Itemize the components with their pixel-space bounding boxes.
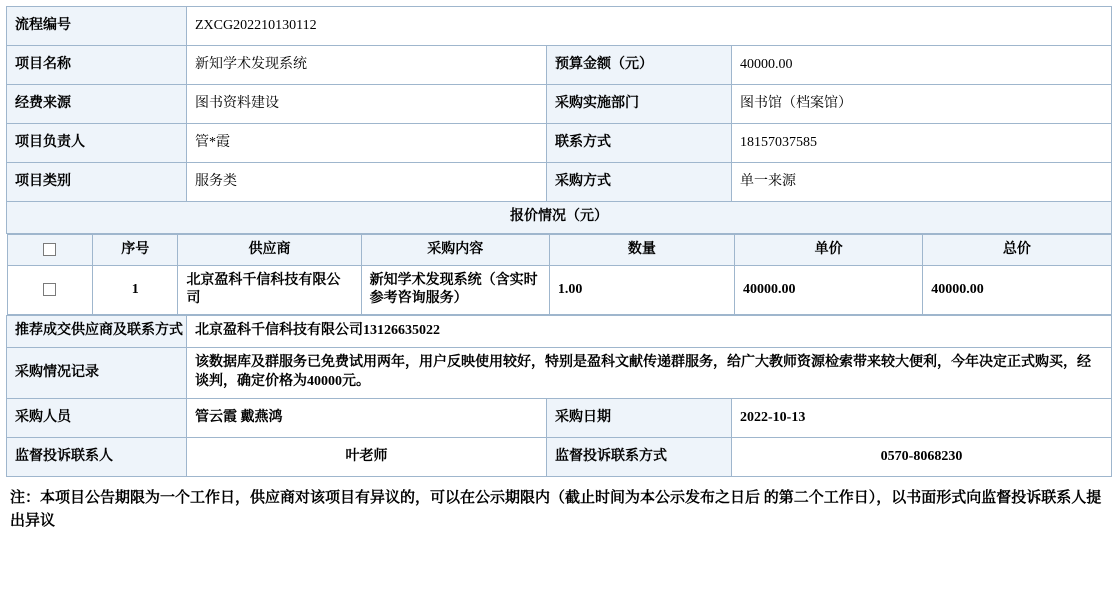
row-supplier: 北京盈科千信科技有限公司	[178, 266, 361, 315]
table-row	[7, 399, 1112, 438]
method-value: 单一来源	[732, 163, 1112, 202]
fund-source-value: 图书资料建设	[187, 85, 547, 124]
checkbox-row-icon[interactable]	[43, 283, 56, 296]
footer-note: 注：本项目公告期限为一个工作日，供应商对该项目有异议的，可以在公示期限内（截止时间为本公示发布之日后 的第二个工作日），以书面形式向监督投诉联系人提出异议	[10, 490, 1102, 529]
record-label: 采购情况记录	[7, 348, 187, 399]
row-total-price: 40000.00	[923, 266, 1111, 315]
purchase-dept-label: 采购实施部门	[547, 85, 732, 124]
process-no-label: 流程编号	[7, 7, 187, 46]
category-label: 项目类别	[7, 163, 187, 202]
budget-label: 预算金额（元）	[547, 46, 732, 85]
fund-source-label: 经费来源	[7, 85, 187, 124]
method-label: 采购方式	[547, 163, 732, 202]
col-content: 采购内容	[361, 234, 549, 265]
checkbox-select-all-icon[interactable]	[43, 243, 56, 256]
date-label: 采购日期	[547, 399, 732, 438]
table-row	[7, 348, 1112, 399]
project-name-value: 新知学术发现系统	[187, 46, 547, 85]
purchase-info-table	[6, 6, 1112, 477]
quote-table	[7, 234, 1112, 316]
supervisor-label: 监督投诉联系人	[7, 438, 187, 477]
table-row	[7, 438, 1112, 477]
row-unit-price: 40000.00	[735, 266, 923, 315]
category-value: 服务类	[187, 163, 547, 202]
row-content: 新知学术发现系统（含实时参考咨询服务）	[361, 266, 549, 315]
staff-value: 管云霞 戴燕鸿	[187, 399, 547, 438]
quote-section-title: 报价情况（元）	[7, 202, 1112, 234]
owner-label: 项目负责人	[7, 124, 187, 163]
recommend-value: 北京盈科千信科技有限公司13126635022	[187, 316, 1112, 348]
table-row	[7, 266, 1111, 315]
supervisor-contact-label: 监督投诉联系方式	[547, 438, 732, 477]
contact-value: 18157037585	[732, 124, 1112, 163]
row-quantity: 1.00	[549, 266, 734, 315]
col-unit-price: 单价	[735, 234, 923, 265]
project-name-label: 项目名称	[7, 46, 187, 85]
budget-value: 40000.00	[732, 46, 1112, 85]
quote-section-title-row	[7, 202, 1112, 234]
quote-table-row	[7, 233, 1112, 316]
table-row	[7, 85, 1112, 124]
table-row	[7, 46, 1112, 85]
table-row	[7, 316, 1112, 348]
recommend-label: 推荐成交供应商及联系方式	[7, 316, 187, 348]
purchase-dept-value: 图书馆（档案馆）	[732, 85, 1112, 124]
col-supplier: 供应商	[178, 234, 361, 265]
select-all-header	[7, 234, 92, 265]
process-no-value: ZXCG202210130112	[187, 7, 1112, 46]
owner-value: 管*霞	[187, 124, 547, 163]
supervisor-contact-value: 0570-8068230	[732, 438, 1112, 477]
col-quantity: 数量	[549, 234, 734, 265]
record-value: 该数据库及群服务已免费试用两年，用户反映使用较好，特别是盈科文献传递群服务，给广大教师资源检索带来较大便利，今年决定正式购买，经谈判，确定价格为40000元。	[187, 348, 1112, 399]
row-index: 1	[92, 266, 177, 315]
table-row	[7, 163, 1112, 202]
staff-label: 采购人员	[7, 399, 187, 438]
supervisor-value: 叶老师	[187, 438, 547, 477]
table-row	[7, 124, 1112, 163]
table-row	[7, 7, 1112, 46]
date-value: 2022-10-13	[732, 399, 1112, 438]
quote-table-cell	[7, 233, 1112, 316]
col-index: 序号	[92, 234, 177, 265]
col-total-price: 总价	[923, 234, 1111, 265]
quote-header-row	[7, 234, 1111, 265]
contact-label: 联系方式	[547, 124, 732, 163]
row-select-cell[interactable]	[7, 266, 92, 315]
